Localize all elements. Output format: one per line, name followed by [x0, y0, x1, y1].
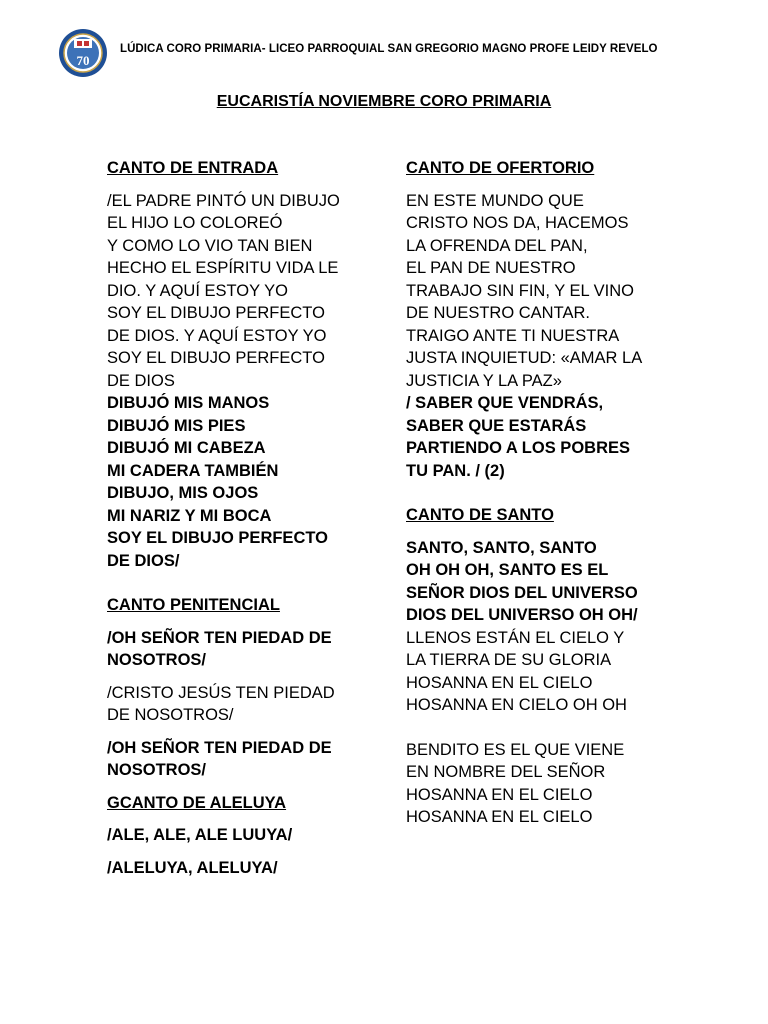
logo-number: 70	[76, 53, 90, 68]
santo-line: BENDITO ES EL QUE VIENE	[406, 740, 625, 759]
header-title: LÚDICA CORO PRIMARIA- LICEO PARROQUIAL SAN GREGORIO MAGNO PROFE LEIDY REVELO	[120, 43, 658, 55]
santo-line: HOSANNA EN EL CIELO	[406, 785, 593, 804]
ofertorio-bold-line: / SABER QUE VENDRÁS,	[406, 394, 604, 412]
santo-line: LA TIERRA DE SU GLORIA	[406, 651, 612, 669]
entrada-bold-line: MI NARIZ Y MI BOCA	[107, 506, 272, 525]
entrada-bold-line: DIBUJO, MIS OJOS	[107, 484, 259, 502]
school-logo	[58, 28, 108, 78]
santo-line: HOSANNA EN EL CIELO	[406, 673, 593, 692]
penitencial-line: /OH SEÑOR TEN PIEDAD DE	[107, 628, 332, 647]
ofertorio-line: CRISTO NOS DA, HACEMOS	[406, 214, 629, 232]
penitencial-line: NOSOTROS/	[107, 651, 207, 669]
ofertorio-line: TRABAJO SIN FIN, Y EL VINO	[406, 281, 635, 300]
heading-entrada: CANTO DE ENTRADA	[107, 159, 279, 177]
heading-aleluya: GCANTO DE ALELUYA	[107, 793, 287, 812]
santo-line: EN NOMBRE DEL SEÑOR	[406, 763, 606, 781]
aleluya-line: /ALE, ALE, ALE LUUYA/	[107, 826, 293, 844]
aleluya-line: /ALELUYA, ALELUYA/	[107, 858, 278, 877]
santo-line: LLENOS ESTÁN EL CIELO Y	[406, 628, 625, 647]
entrada-bold-line: SOY EL DIBUJO PERFECTO	[107, 529, 328, 547]
heading-ofertorio: CANTO DE OFERTORIO	[406, 159, 595, 177]
santo-bold-line: SEÑOR DIOS DEL UNIVERSO	[406, 583, 638, 602]
entrada-line: DE DIOS	[107, 371, 175, 390]
ofertorio-line: TRAIGO ANTE TI NUESTRA	[406, 326, 620, 345]
santo-line: HOSANNA EN EL CIELO	[406, 808, 593, 826]
penitencial-line: /CRISTO JESÚS TEN PIEDAD	[107, 683, 335, 702]
entrada-line: DE DIOS. Y AQUÍ ESTOY YO	[107, 326, 327, 345]
ofertorio-bold-line: SABER QUE ESTARÁS	[406, 416, 587, 435]
entrada-line: HECHO EL ESPÍRITU VIDA LE	[107, 259, 339, 277]
heading-santo: CANTO DE SANTO	[406, 506, 554, 524]
entrada-bold-line: MI CADERA TAMBIÉN	[107, 461, 279, 480]
santo-bold-line: SANTO, SANTO, SANTO	[406, 538, 597, 557]
ofertorio-line: JUSTICIA Y LA PAZ»	[406, 371, 562, 390]
page-header	[58, 26, 738, 78]
entrada-line: /EL PADRE PINTÓ UN DIBUJO	[107, 191, 340, 210]
entrada-bold-line: DIBUJÓ MIS PIES	[107, 416, 246, 435]
santo-bold-line: DIOS DEL UNIVERSO OH OH/	[406, 606, 638, 624]
penitencial-line: /OH SEÑOR TEN PIEDAD DE	[107, 738, 332, 757]
left-column	[107, 157, 397, 879]
entrada-line: EL HIJO LO COLOREÓ	[107, 214, 283, 232]
ofertorio-bold-line: PARTIENDO A LOS POBRES	[406, 439, 630, 457]
entrada-bold-line: DE DIOS/	[107, 551, 180, 570]
ofertorio-bold-line: TU PAN. / (2)	[406, 461, 505, 480]
entrada-line: DIO. Y AQUÍ ESTOY YO	[107, 281, 288, 300]
penitencial-line: DE NOSOTROS/	[107, 706, 234, 724]
ofertorio-line: LA OFRENDA DEL PAN,	[406, 236, 588, 255]
entrada-line: SOY EL DIBUJO PERFECTO	[107, 304, 325, 322]
santo-line: HOSANNA EN CIELO OH OH	[406, 696, 627, 714]
right-column	[406, 157, 696, 829]
entrada-bold-line: DIBUJÓ MI CABEZA	[107, 439, 266, 457]
ofertorio-line: JUSTA INQUIETUD: «AMAR LA	[406, 349, 643, 367]
penitencial-line: NOSOTROS/	[107, 761, 207, 779]
heading-penitencial: CANTO PENITENCIAL	[107, 596, 280, 614]
ofertorio-line: DE NUESTRO CANTAR.	[406, 304, 590, 322]
entrada-line: Y COMO LO VIO TAN BIEN	[107, 236, 313, 255]
ofertorio-line: EL PAN DE NUESTRO	[406, 259, 576, 277]
page-title: EUCARISTÍA NOVIEMBRE CORO PRIMARIA	[216, 93, 552, 110]
entrada-bold-line: DIBUJÓ MIS MANOS	[107, 394, 270, 412]
santo-bold-line: OH OH OH, SANTO ES EL	[406, 561, 609, 579]
ofertorio-line: EN ESTE MUNDO QUE	[406, 191, 584, 210]
entrada-line: SOY EL DIBUJO PERFECTO	[107, 349, 325, 367]
